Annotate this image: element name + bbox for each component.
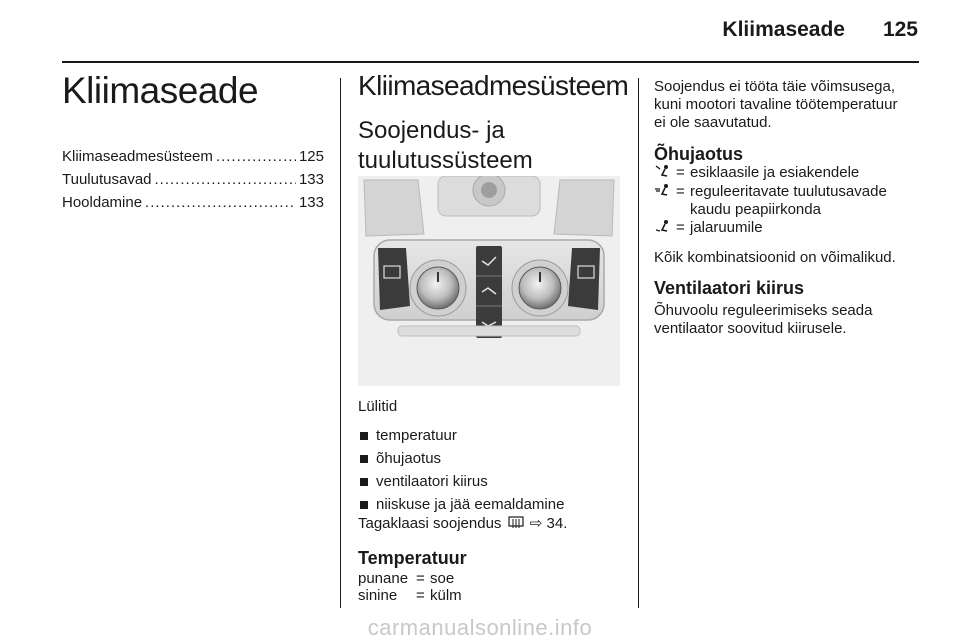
toc-entry-page: 125 bbox=[298, 148, 324, 165]
toc-entry-label: Kliimaseadmesüsteem bbox=[62, 148, 213, 165]
list-item-text: temperatuur bbox=[376, 427, 457, 444]
list-item-text: õhujaotus bbox=[376, 450, 442, 467]
list-item bbox=[358, 493, 628, 516]
header-rule bbox=[62, 61, 919, 63]
legend-equals: = bbox=[416, 570, 425, 587]
airflow-vents-icon bbox=[654, 183, 670, 197]
page-reference-link[interactable]: 34. bbox=[546, 515, 568, 532]
legend-value: külm bbox=[430, 587, 462, 604]
paragraph-line: ventilaator soovitud kiirusele. bbox=[654, 320, 847, 337]
rear-window-reference bbox=[358, 514, 567, 532]
toc-entry[interactable] bbox=[62, 171, 324, 194]
legend-equals: = bbox=[416, 587, 425, 604]
air-mode-row bbox=[654, 183, 929, 219]
toc-entry-label: Hooldamine bbox=[62, 194, 143, 211]
watermark: carmanualsonline.info bbox=[367, 615, 593, 640]
legend-equals: = bbox=[676, 183, 685, 200]
chapter-title: Kliimaseade bbox=[62, 70, 259, 111]
airflow-feet-icon bbox=[654, 219, 670, 233]
climate-control-panel-illustration bbox=[358, 176, 620, 386]
subsection-title-line: Soojendus- ja bbox=[358, 117, 505, 144]
toc-entry[interactable] bbox=[62, 194, 324, 217]
paragraph-line: ei ole saavutatud. bbox=[654, 114, 772, 131]
air-mode-row bbox=[654, 219, 929, 238]
legend-equals: = bbox=[676, 219, 685, 236]
air-distribution-list bbox=[654, 164, 929, 238]
list-item bbox=[358, 447, 628, 470]
legend-value: soe bbox=[430, 570, 455, 587]
list-item-text: niiskuse ja jää eemaldamine bbox=[376, 496, 565, 513]
switch-list bbox=[358, 424, 628, 516]
legend-key: sinine bbox=[358, 587, 398, 604]
page-number: 125 bbox=[882, 18, 918, 41]
paragraph-line: Soojendus ei tööta täie võimsusega, bbox=[654, 78, 895, 95]
rear-window-text: Tagaklaasi soojendus bbox=[358, 515, 502, 532]
toc-entry[interactable] bbox=[62, 148, 324, 171]
air-mode-row bbox=[654, 164, 929, 183]
column-divider-left bbox=[340, 78, 341, 608]
fan-speed-heading: Ventilaatori kiirus bbox=[654, 278, 805, 298]
bullet-square-icon bbox=[360, 455, 368, 463]
subsection-title bbox=[358, 116, 628, 176]
toc-entry-page: 133 bbox=[298, 194, 324, 211]
page-reference-arrow-icon: ⇨ bbox=[529, 515, 543, 532]
temperature-heading: Temperatuur bbox=[358, 548, 467, 568]
list-item bbox=[358, 470, 628, 493]
climate-panel-drawing bbox=[358, 176, 620, 386]
combinations-note: Kõik kombinatsioonid on võimalikud. bbox=[654, 249, 896, 266]
legend-row bbox=[358, 570, 462, 587]
toc-leader-dots bbox=[216, 148, 296, 165]
toc-entry-label: Tuulutusavad bbox=[62, 171, 152, 188]
toc-entry-page: 133 bbox=[298, 171, 324, 188]
list-item bbox=[358, 424, 628, 447]
bullet-square-icon bbox=[360, 478, 368, 486]
table-of-contents bbox=[62, 148, 324, 217]
paragraph-line: Õhuvoolu reguleerimiseks seada bbox=[654, 302, 873, 319]
list-item-text: ventilaatori kiirus bbox=[376, 473, 488, 490]
rear-window-heater-icon bbox=[508, 516, 524, 529]
air-mode-text: reguleeritavate tuulutusavade kaudu peapiirkonda bbox=[690, 183, 887, 218]
temperature-legend bbox=[358, 570, 462, 604]
toc-leader-dots bbox=[155, 171, 296, 188]
section-title: Kliimaseadmesüsteem bbox=[358, 70, 629, 101]
fan-speed-paragraph bbox=[654, 302, 929, 338]
airflow-upper-icon bbox=[654, 164, 670, 178]
bullet-square-icon bbox=[360, 501, 368, 509]
subsection-title-line: tuulutussüsteem bbox=[358, 147, 533, 174]
legend-equals: = bbox=[676, 164, 685, 181]
paragraph-line: kuni mootori tavaline töötemperatuur bbox=[654, 96, 898, 113]
air-mode-text: jalaruumile bbox=[690, 219, 763, 236]
column-divider-right bbox=[638, 78, 639, 608]
air-mode-text: esiklaasile ja esiakendele bbox=[690, 164, 860, 181]
toc-leader-dots bbox=[145, 194, 296, 211]
intro-paragraph bbox=[654, 78, 929, 132]
legend-row bbox=[358, 587, 462, 604]
legend-key: punane bbox=[358, 570, 409, 587]
running-header-title: Kliimaseade bbox=[722, 18, 845, 41]
air-distribution-heading: Õhujaotus bbox=[654, 144, 743, 164]
figure-caption: Lülitid bbox=[358, 398, 398, 415]
bullet-square-icon bbox=[360, 432, 368, 440]
